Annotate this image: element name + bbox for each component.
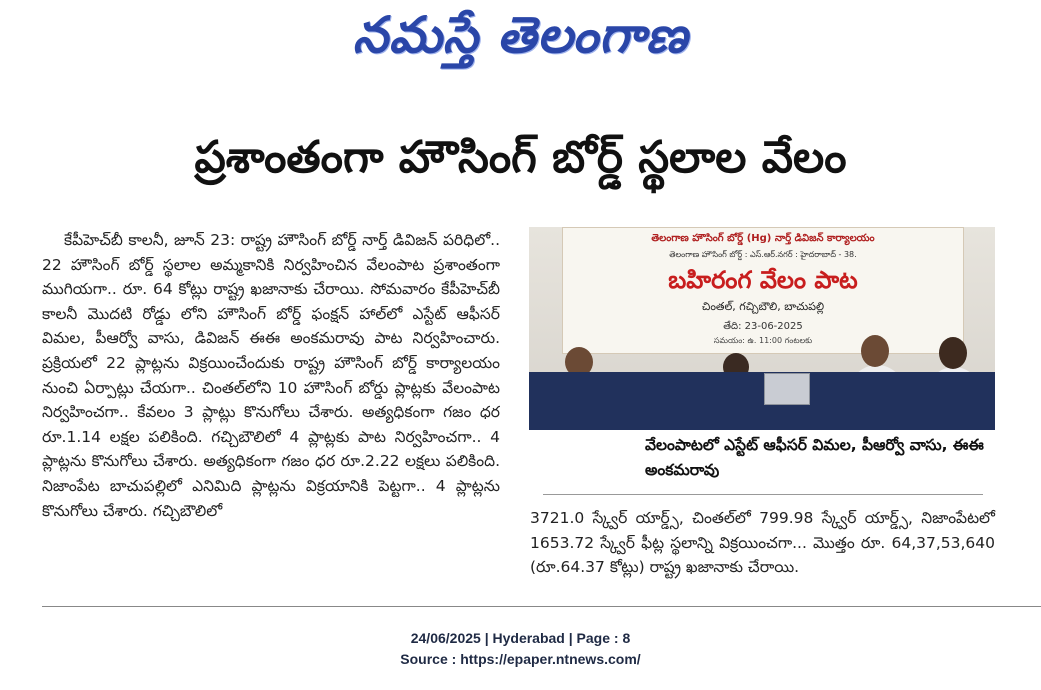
person-head bbox=[939, 337, 967, 369]
footer-divider bbox=[42, 606, 1041, 607]
banner-time: సమయం: ఉ. 11:00 గంటలకు bbox=[713, 336, 813, 345]
banner-office-name: తెలంగాణ హౌసింగ్ బోర్డ్ (Hg) నార్త్ డివిజన్ కార్యాలయం bbox=[651, 233, 875, 244]
article-paragraph: కేపీహెచ్‌బీ కాలనీ, జూన్ 23: రాష్ట్ర హౌసింగ్ బోర్డ్ నార్త్ డివిజన్ పరిధిలో.. 22 హౌసింగ్ బోర్డ్ స్థలాల అమ్మకానికి నిర్వహించిన వేలంపాట ప్రశాంతంగా ముగియగా.. రూ. 64 కోట్లు రాష్ట్ర ఖజానాకు చేరాయి. సోమవారం కేపీహెచ్‌బీ కాలనీ మొదటి రోడ్డు లోని హౌసింగ్ బోర్డ్ ఫంక్షన్ హాల్‌లో ఎస్టేట్ ఆఫీసర్ విమల, పీఆర్వో వాసు, డివిజన్ ఈఈ అంకమరావు పాట నిర్వహించారు. ప్రక్రియలో 22 ప్లాట్లను విక్రయించేందుకు రాష్ట్ర హౌసింగ్ బోర్డ్ కార్యాలయం నుంచి ఏర్పాట్లు చేయగా.. చింతల్‌లోని 10 హౌసింగ్ బోర్డు ప్లాట్లకు వేలంపాట నిర్వహించగా.. కేవలం 3 ప్లాట్లు కొనుగోలు చేశారు. అత్యధికంగా గజం ధర రూ.1.14 లక్షల పలికింది. గచ్చిబౌలిలో 4 ప్లాట్లకు పాట నిర్వహించగా.. 4 ప్లాట్లను కొనుగోలు చేశారు. అత్యధికంగా గజం ధర రూ.2.22 లక్షలు పలికింది. నిజాంపేట బాచుపల్లిలో ఎనిమిది ప్లాట్లను విక్రయానికి పెట్టగా.. 4 ప్లాట్లను కొనుగోలు చేశారు. గచ్చిబౌలిలో bbox=[42, 231, 500, 520]
article-paragraph: 3721.0 స్క్వేర్ యార్డ్స్, చింతల్‌లో 799.98 స్క్వేర్ యార్డ్స్, నిజాంపేటలో 1653.72 స్క్వేర్ ఫీట్ల స్థలాన్ని విక్రయించగా... మొత్తం రూ. 64,37,53,640 (రూ.64.37 కోట్లు) రాష్ట్ర ఖజానాకు చేరాయి. bbox=[530, 509, 995, 577]
photo-caption: వేలంపాటలో ఎస్టేట్ ఆఫీసర్ విమల, పీఆర్వో వాసు, ఈఈ అంకమరావు bbox=[645, 436, 984, 479]
banner-date: తేది: 23-06-2025 bbox=[723, 321, 803, 332]
article-body-left bbox=[42, 228, 500, 523]
dais-table bbox=[529, 372, 995, 430]
page-footer bbox=[0, 628, 1041, 670]
article-headline: ప్రశాంతంగా హౌసింగ్ బోర్డ్ స్థలాల వేలం bbox=[194, 132, 847, 183]
auction-banner bbox=[562, 227, 964, 354]
caption-divider bbox=[543, 494, 983, 495]
person-head bbox=[861, 335, 889, 367]
masthead-logo: నమస్తే తెలంగాణ bbox=[352, 6, 689, 64]
edition-info: 24/06/2025 | Hyderabad | Page : 8 bbox=[410, 630, 631, 646]
banner-locations: చింతల్, గచ్చిబౌలి, బాచుపల్లి bbox=[701, 300, 825, 313]
laptop-icon bbox=[764, 373, 810, 405]
news-photo bbox=[529, 227, 995, 430]
banner-title: బహిరంగ వేలం పాట bbox=[668, 266, 858, 294]
source-link[interactable]: Source : https://epaper.ntnews.com/ bbox=[400, 651, 641, 667]
banner-address: తెలంగాణ హౌసింగ్ బోర్డ్ : ఎస్.ఆర్.నగర్ : హైదరాబాద్ - 38. bbox=[669, 250, 857, 259]
article-body-right bbox=[530, 506, 995, 580]
